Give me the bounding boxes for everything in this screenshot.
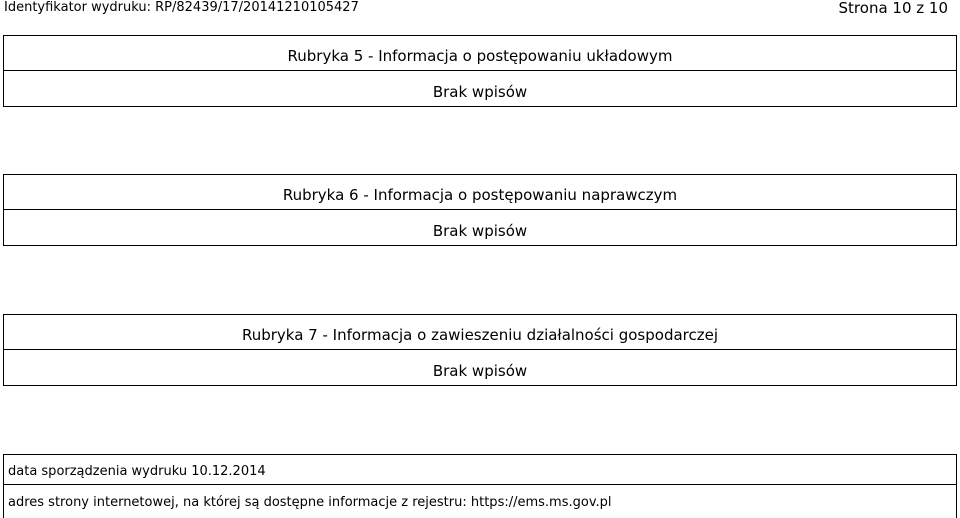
section-rubryka-6 [3, 174, 957, 246]
section-empty-note: Brak wpisów [432, 83, 528, 101]
print-footer [3, 454, 957, 518]
section-empty-note: Brak wpisów [432, 222, 528, 240]
section-title: Rubryka 5 - Informacja o postępowaniu układowym [287, 47, 673, 65]
section-title: Rubryka 7 - Informacja o zawieszeniu działalności gospodarczej [241, 326, 719, 344]
register-address: adres strony internetowej, na której są dostępne informacje z rejestru: https://ems.ms.gov.pl [8, 495, 612, 510]
section-title-band [4, 36, 956, 71]
footer-divider [4, 484, 956, 485]
section-title: Rubryka 6 - Informacja o postępowaniu naprawczym [282, 186, 678, 204]
page-number: Strona 10 z 10 [838, 0, 948, 17]
section-title-band [4, 315, 956, 350]
section-rubryka-7 [3, 314, 957, 386]
section-empty-note: Brak wpisów [432, 362, 528, 380]
print-date: data sporządzenia wydruku 10.12.2014 [8, 464, 266, 479]
print-identifier: Identyfikator wydruku: RP/82439/17/20141210105427 [4, 0, 359, 15]
section-title-band [4, 175, 956, 210]
section-rubryka-5 [3, 35, 957, 107]
